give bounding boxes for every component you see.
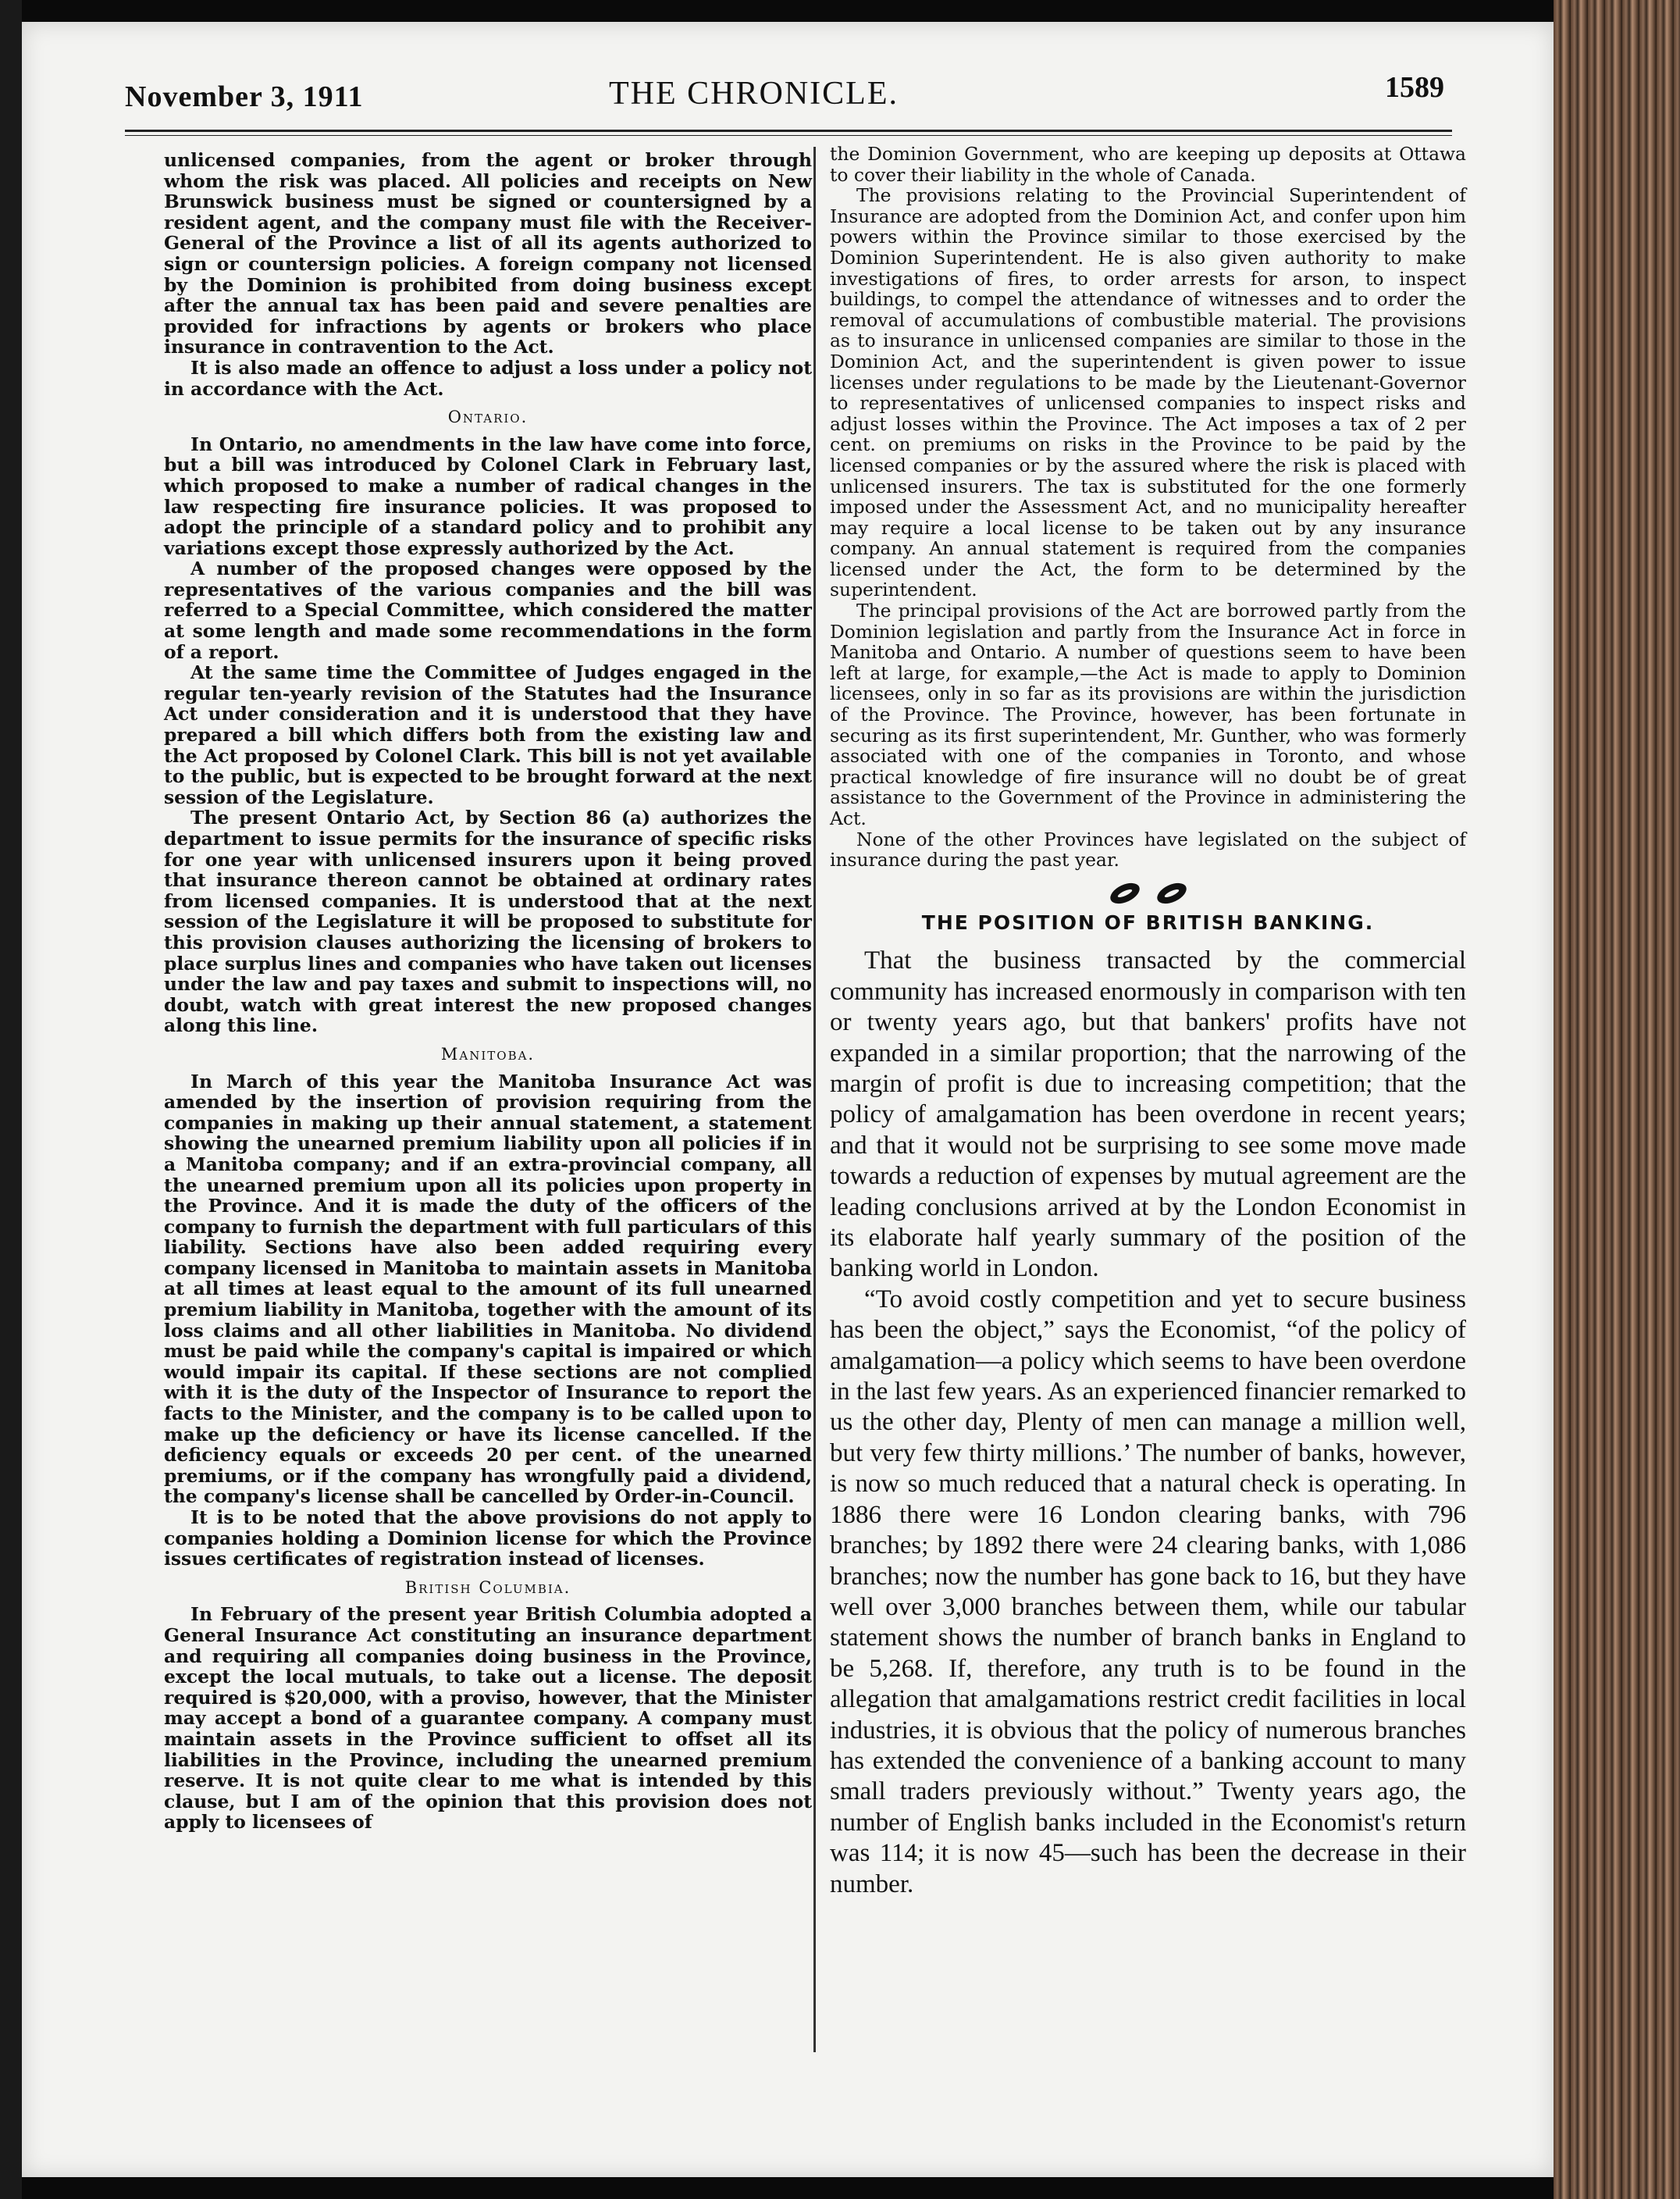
section-heading-manitoba: Manitoba. — [440, 1044, 536, 1064]
publication-title: THE CHRONICLE. — [609, 76, 899, 112]
paragraph: unlicensed companies, from the agent or broker through whom the risk was placed. All policies and receipts on New Brunswick business must be signed or countersigned by a resident agent, and the company must file with the Receiver-General of the Province a list of all its agents authorized to sign or countersign policies. A foreign company not licensed by the Dominion is prohibited from doing business except after the annual tax has been paid and severe penalties are provided for infractions by agents or brokers who place insurance in contravention to the Act. — [164, 149, 812, 358]
paragraph: None of the other Provinces have legislated on the subject of insurance during the past year. — [830, 828, 1466, 871]
header-rule — [125, 130, 1452, 132]
paragraph: the Dominion Government, who are keeping up deposits at Ottawa to cover their liability in the whole of Canada. — [830, 143, 1466, 186]
scan-left-edge — [0, 0, 22, 2199]
paragraph: A number of the proposed changes were opposed by the representatives of the various companies and the bill was referred to a Special Committee, which considered the matter at some length and made some recommendations in the form of a report. — [164, 558, 812, 663]
paragraph: The provisions relating to the Provincial Superintendent of Insurance are adopted from the Dominion Act, and confer upon him powers within the Province similar to those exercised by the Dominion Superintendent. He is also given authority to make investigations of fires, to order arrests for arson, to inspect buildings, to compel the attendance of witnesses and to order the removal of accumulations of combustible material. The provisions as to insurance in unlicensed companies are similar to those in the Dominion Act, and the superintendent is given power to issue licenses under regulations to be made by the Lieutenant-Governor to representatives of unlicensed companies to inspect risks and adjust losses within the Province. The Act imposes a tax of 2 per cent. on premiums on risks in the Province to be paid by the licensed companies or by the assured where the risk is placed with unlicensed insurers. The tax is substituted for the one formerly imposed under the Assessment Act, and no municipality hereafter may require a local license to be taken out by any insurance company. An annual statement is required from the companies licensed under the Act, the form to be determined by the superintendent. — [830, 184, 1466, 601]
issue-date: November 3, 1911 — [125, 80, 364, 113]
paragraph: The present Ontario Act, by Section 86 (a) authorizes the department to issue permits for the insurance of specific risks for one year with unlicensed insurers upon it being proved that insurance thereon cannot be obtained at ordinary rates from licensed companies. It is understood that at the next session of the Legislature it will be proposed to substitute for this provision clauses authorizing the licensing of brokers to place surplus lines and companies who have taken out licenses under the law and pay taxes and submit to inspections will, no doubt, watch with great interest the new proposed changes along this line. — [164, 807, 812, 1037]
article-title: THE POSITION OF BRITISH BANKING. — [921, 911, 1375, 934]
book-spine — [1554, 0, 1680, 2199]
paragraph: That the business transacted by the commercial community has increased enormously in comparison with ten or twenty years ago, but that bankers' profits have not expanded in a similar proportion; that the narrowing of the margin of profit is due to increasing competition; that the policy of amalgamation has been overdone in recent years; and that it would not be surprising to see some move made towards a reduction of expenses by mutual agreement are the leading conclusions arrived at by the London Economist in its elaborate half yearly summary of the position of the banking world in London. — [830, 946, 1466, 1283]
page-number: 1589 — [1385, 71, 1444, 104]
paragraph: The principal provisions of the Act are borrowed partly from the Dominion legislation and partly from the Insurance Act in force in Manitoba and Ontario. A number of questions seem to have been left at large, for example,—the Act is made to apply to Dominion licensees, only in so far as its provisions are within the jurisdiction of the Province. The Province, however, has been fortunate in securing as its first superintendent, Mr. Gunther, who was formerly associated with one of the companies in Toronto, and whose practical knowledge of fire insurance will no doubt be of great assistance to the Government of the Province in administering the Act. — [830, 600, 1466, 829]
column-divider — [813, 147, 816, 2052]
leaf-ornament-icon — [830, 882, 1466, 905]
paragraph: It is also made an offence to adjust a loss under a policy not in accordance with the Act. — [164, 356, 812, 400]
section-heading-ontario: Ontario. — [447, 408, 529, 427]
paragraph: It is to be noted that the above provisions do not apply to companies holding a Dominion license for which the Province issues certificates of registration instead of licenses. — [164, 1506, 812, 1570]
right-column — [830, 144, 1466, 1900]
paragraph: “To avoid costly competition and yet to secure business has been the object,” says the Economist, “of the policy of amalgamation—a policy which seems to have been overdone in the last few years. As an experienced financier remarked to us the other day, Plenty of men can manage a million well, but very few thirty millions.’ The number of banks, however, is now so much reduced that a natural check is operating. In 1886 there were 16 London clearing banks, with 796 branches; by 1892 there were 24 clearing banks, with 1,086 branches; now the number has gone back to 16, but they have well over 3,000 branches between them, while our tabular statement shows the number of branch banks in England to be 5,268. If, therefore, any truth is to be found in the allegation that amalgamations restrict credit facilities in local industries, it is obvious that the policy of numerous branches has extended the convenience of a banking account to many small traders previously without.” Twenty years ago, the number of English banks included in the Economist's return was 114; it is now 45—such has been the decrease in their number. — [830, 1285, 1466, 1898]
page-header — [125, 70, 1444, 117]
header-rule-thin — [125, 135, 1452, 136]
article-body — [830, 946, 1466, 1900]
paragraph: In March of this year the Manitoba Insurance Act was amended by the insertion of provision requiring from the companies in making up their annual statement, a statement showing the unearned premium liability upon all policies if in a Manitoba company; and if an extra-provincial company, all the unearned premium upon all its policies upon property in the Province. And it is made the duty of the officers of the company to furnish the department with full particulars of this liability. Sections have also been added requiring every company licensed in Manitoba to maintain assets in Manitoba at all times at least equal to the amount of its full unearned premium liability in Manitoba, together with the amount of its loss claims and all other liabilities in Manitoba. No dividend must be paid while the company's capital is impaired or which would impair its capital. If these sections are not complied with it is the duty of the Inspector of Insurance to report the facts to the Minister, and the company is to be called upon to make up the deficiency or have its license cancelled. If the deficiency equals or exceeds 20 per cent. of the unearned premiums, or if the company has wrongfully paid a dividend, the company's license shall be cancelled by Order-in-Council. — [164, 1070, 812, 1508]
paragraph: In February of the present year British Columbia adopted a General Insurance Act constituting an insurance department and requiring all companies doing business in the Province, except the local mutuals, to take out a license. The deposit required is $20,000, with a proviso, however, that the Minister may accept a bond of a guarantee company. A company must maintain assets in the Province sufficient to offset all its liabilities in the Province, including the unearned premium reserve. It is not quite clear to me what is intended by this clause, but I am of the opinion that this provision does not apply to licensees of — [164, 1603, 812, 1834]
left-column — [164, 150, 812, 2102]
paragraph: At the same time the Committee of Judges engaged in the regular ten-yearly revision of the Statutes had the Insurance Act under consideration and it is understood that they have prepared a bill which differs both from the existing law and the Act proposed by Colonel Clark. This bill is not yet available to the public, but is expected to be brought forward at the next session of the Legislature. — [164, 661, 812, 808]
section-heading-british-columbia: British Columbia. — [404, 1577, 571, 1597]
paragraph: In Ontario, no amendments in the law have come into force, but a bill was introduced by Colonel Clark in February last, which proposed to make a number of radical changes in the law respecting fire insurance policies. It was proposed to adopt the principle of a standard policy and to prohibit any variations except those expressly authorized by the Act. — [164, 433, 812, 559]
